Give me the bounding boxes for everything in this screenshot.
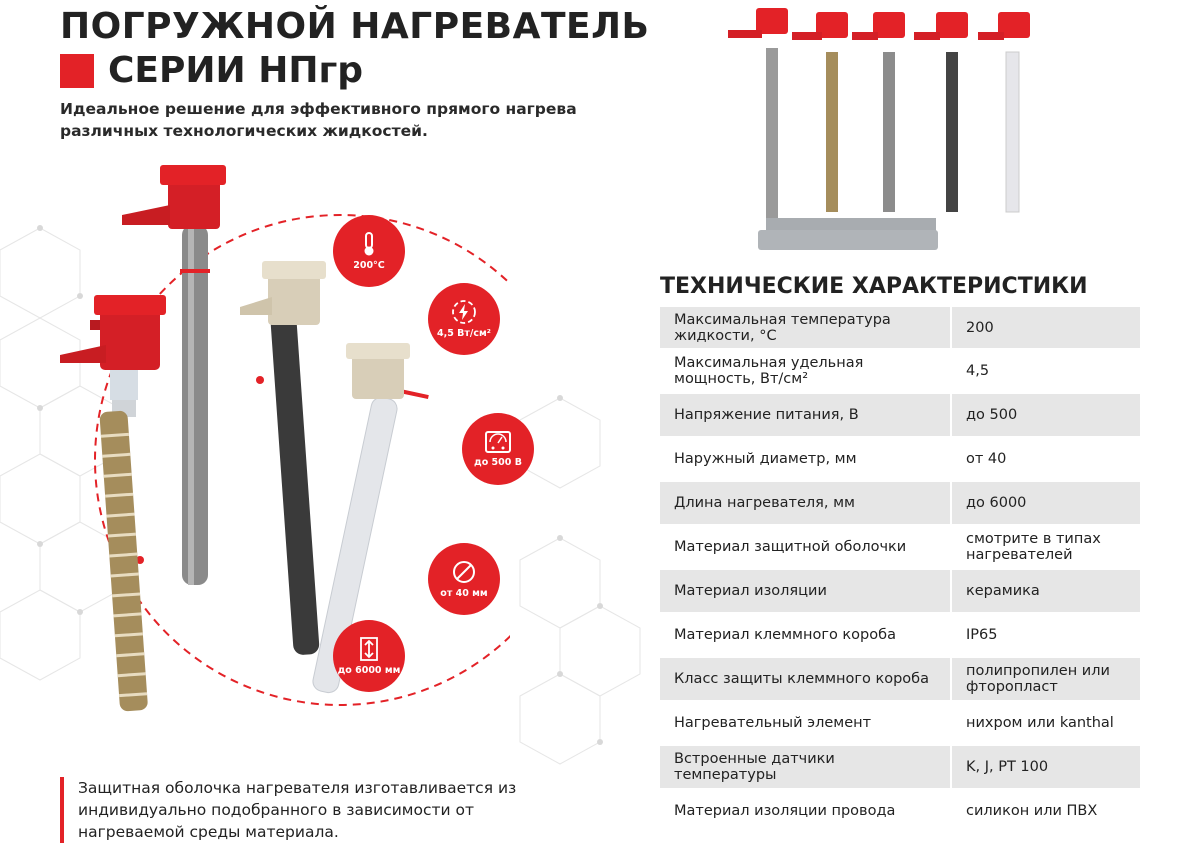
table-row	[660, 789, 1140, 833]
table-row	[660, 657, 1140, 701]
feature-label: 4,5 Вт/см²	[437, 328, 491, 339]
black-heater	[240, 261, 326, 655]
heaters-illustration	[50, 165, 510, 735]
feature-temperature	[333, 215, 405, 287]
table-row	[660, 307, 1140, 349]
table-row	[660, 525, 1140, 569]
table-row	[660, 393, 1140, 437]
spec-value: 4,5	[951, 349, 1140, 393]
spec-value: IP65	[951, 613, 1140, 657]
feature-label: до 500 В	[474, 457, 522, 468]
table-row	[660, 701, 1140, 745]
feature-voltage	[462, 413, 534, 485]
spec-name: Материал защитной оболочки	[660, 525, 951, 569]
spec-value: до 6000	[951, 481, 1140, 525]
spec-name: Материал клеммного короба	[660, 613, 951, 657]
spec-name: Напряжение питания, В	[660, 393, 951, 437]
table-row	[660, 349, 1140, 393]
thermometer-icon	[358, 231, 380, 257]
spec-value: силикон или ПВХ	[951, 789, 1140, 833]
length-icon	[358, 636, 380, 662]
lineup-heater-4	[914, 12, 968, 212]
table-row	[660, 481, 1140, 525]
page-subtitle: Идеальное решение для эффективного прямого нагрева различных технологических жидкостей.	[60, 100, 577, 140]
material-note: Защитная оболочка нагревателя изготавливается из индивидуально подобранного в зависимости от нагреваемой среды материала.	[60, 777, 548, 843]
spec-name: Класс защиты клеммного короба	[660, 657, 951, 701]
spec-name: Максимальная температура жидкости, °С	[660, 307, 951, 349]
lineup-heater-2	[792, 12, 848, 212]
coil-heater	[60, 295, 166, 712]
red-square-marker	[60, 54, 94, 88]
spec-name: Максимальная удельная мощность, Вт/см²	[660, 349, 951, 393]
spec-name: Встроенные датчики температуры	[660, 745, 951, 789]
lightning-icon	[451, 299, 477, 325]
spec-name: Наружный диаметр, мм	[660, 437, 951, 481]
diameter-icon	[451, 559, 477, 585]
page-title-line1: ПОГРУЖНОЙ НАГРЕВАТЕЛЬ	[60, 6, 650, 47]
spec-value: керамика	[951, 569, 1140, 613]
feature-label: до 6000 мм	[337, 665, 401, 676]
specs-title: ТЕХНИЧЕСКИЕ ХАРАКТЕРИСТИКИ	[660, 274, 1088, 299]
spec-value: от 40	[951, 437, 1140, 481]
spec-name: Нагревательный элемент	[660, 701, 951, 745]
feature-label: 200°C	[353, 260, 385, 271]
feature-power-density	[428, 283, 500, 355]
spec-name: Материал изоляции	[660, 569, 951, 613]
spec-value: до 500	[951, 393, 1140, 437]
spec-value: смотрите в типах нагревателей	[951, 525, 1140, 569]
spec-value: нихром или kanthal	[951, 701, 1140, 745]
lineup-heater-3	[852, 12, 905, 212]
feature-length	[333, 620, 405, 692]
page-title-line2	[60, 50, 363, 91]
table-row	[660, 745, 1140, 789]
table-row	[660, 437, 1140, 481]
voltmeter-icon	[484, 430, 512, 454]
specs-table	[660, 307, 1140, 834]
spec-value: K, J, PT 100	[951, 745, 1140, 789]
feature-label: от 40 мм	[440, 588, 488, 599]
spec-value: 200	[951, 307, 1140, 349]
spec-name: Длина нагревателя, мм	[660, 481, 951, 525]
mounting-bar	[758, 230, 938, 250]
table-row	[660, 569, 1140, 613]
lineup-heater-5	[978, 12, 1030, 212]
feature-diameter	[428, 543, 500, 615]
heaters-lineup-image	[728, 8, 1048, 258]
table-row	[660, 613, 1140, 657]
spec-name: Материал изоляции провода	[660, 789, 951, 833]
spec-value: полипропилен или фторопласт	[951, 657, 1140, 701]
page-title-series: СЕРИИ НПгр	[108, 50, 364, 91]
